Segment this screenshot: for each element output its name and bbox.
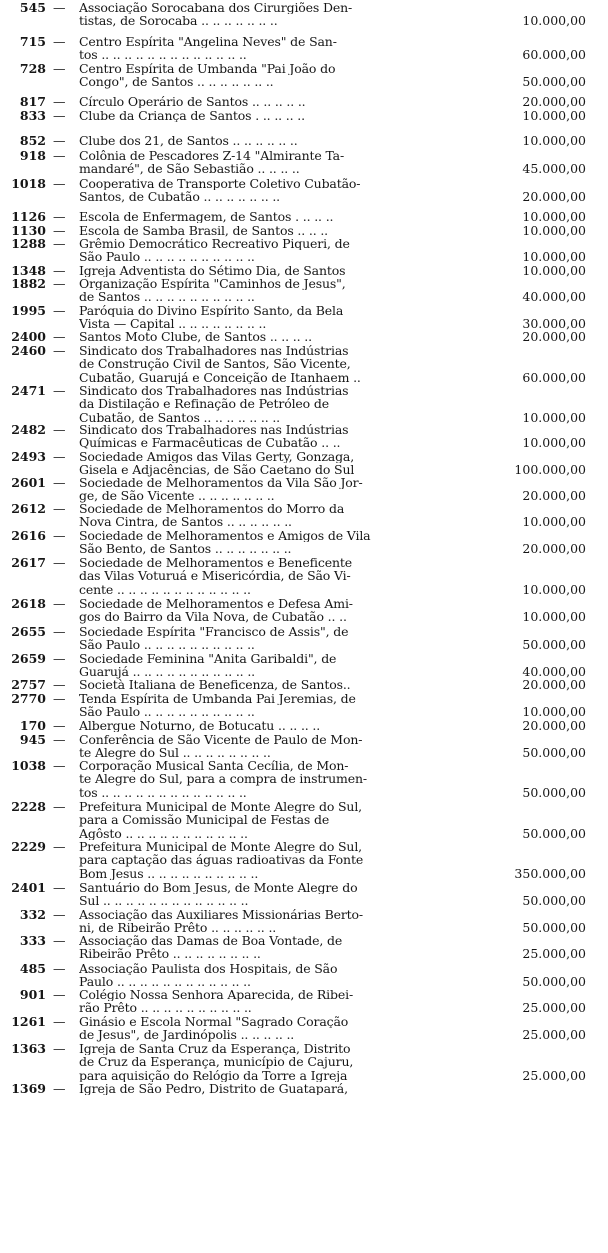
entry-amount: 10.000,00 [522,209,586,224]
description-line: Santos, de Cubatão .. .. .. .. .. .. .. [79,190,281,204]
entry-amount: 20.000,00 [522,541,586,557]
entry-description [79,344,463,384]
description-line: de Santos .. .. .. .. .. .. .. .. .. .. [79,290,255,304]
entry-number: 545 [19,0,46,15]
description-line: Sociedade de Melhoramentos e Beneficente [79,556,353,570]
description-line: Organização Espírita "Caminhos de Jesus", [79,277,346,291]
description-line: te Alegre do Sul, para a compra de instrumen- [79,772,367,786]
entry-amount: 10.000,00 [522,514,586,530]
entry-dash: — [53,624,66,639]
entry-amount: 50.000,00 [522,74,586,90]
entry-amount: 30.000,00 [522,316,586,332]
entry-amount: 60.000,00 [522,47,586,63]
entry-dash: — [53,329,66,344]
entry-dash: — [53,422,66,437]
list-item [0,423,608,452]
description-line: Escola de Samba Brasil, de Santos .. .. .. [79,224,328,238]
entry-amount: 10.000,00 [522,435,586,451]
description-line: São Paulo .. .. .. .. .. .. .. .. .. .. [79,705,255,719]
description-line: Sindicato dos Trabalhadores nas Indústrias [79,384,349,398]
description-line: São Paulo .. .. .. .. .. .. .. .. .. .. [79,250,255,264]
entry-description [79,134,463,147]
entry-number: 2229 [11,839,46,854]
entry-description [79,109,463,122]
entry-amount: 25.000,00 [522,1000,586,1016]
description-line: Congo", de Santos .. .. .. .. .. .. .. [79,75,274,89]
description-line: Prefeitura Municipal de Monte Alegre do Sul, [79,800,362,814]
entry-dash: — [53,907,66,922]
list-item [0,384,608,426]
entry-amount: 10.000,00 [522,108,586,123]
description-line: Escola de Enfermagem, de Santos . .. .. .. [79,210,334,224]
entry-description [79,384,463,424]
entry-description [79,177,463,204]
description-line: Grêmio Democrático Recreativo Piqueri, de [79,237,350,251]
entry-dash: — [53,528,66,543]
entry-dash: — [53,61,66,76]
entry-dash: — [53,94,66,109]
description-line: Associação das Auxiliares Missionárias Berto- [79,908,364,922]
entry-dash: — [53,223,66,238]
entry-amount: 10.000,00 [522,581,586,597]
entry-number: 485 [19,961,46,976]
entry-description [79,962,463,989]
description-line: Sociedade Amigos das Vilas Gerty, Gonzaga, [79,450,355,464]
description-line: para captação das águas radioativas da Fonte [79,853,364,867]
description-line: Cooperativa de Transporte Coletivo Cubatão- [79,177,361,191]
description-line: te Alegre do Sul .. .. .. .. .. .. .. .. [79,746,271,760]
entry-number: 2617 [11,555,46,570]
entry-description [79,1,463,28]
description-line: de Cruz da Esperança, município de Cajuru, [79,1055,354,1069]
description-line: Cubatão, de Santos .. .. .. .. .. .. .. [79,410,281,425]
entry-description [79,224,463,237]
entry-amount: 45.000,00 [522,161,586,177]
description-line: Igreja de Santa Cruz da Esperança, Distrito [79,1042,351,1056]
entry-dash: — [53,799,66,814]
entry-number: 2770 [11,691,46,706]
entry-description [79,733,463,760]
entry-number: 2228 [11,799,46,814]
entry-dash: — [53,236,66,251]
description-line: das Vilas Voturuá e Misericórdia, de São Vi- [79,569,351,583]
entry-description [79,35,463,62]
description-line: Santuário do Bom Jesus, de Monte Alegre do [79,881,358,895]
entry-amount: 50.000,00 [522,893,586,909]
entry-amount: 50.000,00 [522,825,586,841]
entry-description [79,1082,463,1095]
description-line: São Bento, de Santos .. .. .. .. .. .. .. [79,542,292,556]
list-item [0,149,608,178]
entry-number: 1363 [11,1041,46,1056]
entry-number: 2471 [11,383,46,398]
list-item [0,1015,608,1044]
description-line: de Construção Civil de Santos, São Vicente, [79,357,351,371]
description-line: Ribeirão Prêto .. .. .. .. .. .. .. .. [79,947,261,961]
list-item [0,881,608,910]
description-line: Corporação Musical Santa Cecília, de Mon- [79,759,349,773]
entry-amount: 20.000,00 [522,677,586,692]
list-item [0,450,608,479]
description-line: para aquisição do Relógio da Torre a Igreja [79,1068,348,1083]
entry-description [79,277,463,304]
entry-amount: 25.000,00 [522,946,586,962]
entry-number: 728 [19,61,46,76]
entry-description [79,719,463,732]
entry-dash: — [53,555,66,570]
entry-number: 852 [19,133,46,148]
description-line: Agôsto .. .. .. .. .. .. .. .. .. .. .. [79,826,248,841]
entry-number: 901 [19,987,46,1002]
entry-amount: 10.000,00 [522,609,586,625]
entry-dash: — [53,449,66,464]
description-line: Clube da Criança de Santos . .. .. .. .. [79,109,305,123]
entry-number: 2601 [11,475,46,490]
entry-number: 2460 [11,343,46,358]
entry-amount: 60.000,00 [522,369,586,385]
entry-description [79,840,463,880]
list-item [0,304,608,333]
entry-description [79,988,463,1015]
entry-dash: — [53,718,66,733]
description-line: Sociedade de Melhoramentos da Vila São Jor- [79,476,363,490]
entry-number: 1369 [11,1081,46,1096]
description-line: Bom Jesus .. .. .. .. .. .. .. .. .. .. [79,866,259,881]
entry-description [79,556,463,596]
entry-number: 2482 [11,422,46,437]
entry-number: 2401 [11,880,46,895]
entry-number: 2618 [11,596,46,611]
entry-dash: — [53,263,66,278]
entry-amount: 20.000,00 [522,718,586,733]
list-item [0,840,608,882]
entry-dash: — [53,343,66,358]
entry-dash: — [53,501,66,516]
list-item [0,962,608,991]
description-line: Clube dos 21, de Santos .. .. .. .. .. .. [79,134,298,148]
description-line: Paulo .. .. .. .. .. .. .. .. .. .. .. .. [79,975,251,989]
entry-amount: 50.000,00 [522,784,586,800]
description-line: Prefeitura Municipal de Monte Alegre do Sul, [79,840,362,854]
entry-amount: 10.000,00 [522,223,586,238]
entry-dash: — [53,1041,66,1056]
entry-number: 1288 [11,236,46,251]
entry-number: 715 [19,34,46,49]
description-line: para a Comissão Municipal de Festas de [79,813,330,827]
description-line: Associação Paulista dos Hospitais, de São [79,962,338,976]
entry-description [79,304,463,331]
entry-amount: 50.000,00 [522,745,586,761]
entry-description [79,652,463,679]
description-line: cente .. .. .. .. .. .. .. .. .. .. .. .. [79,582,251,597]
entry-dash: — [53,691,66,706]
entry-dash: — [53,108,66,123]
entry-dash: — [53,596,66,611]
entry-dash: — [53,133,66,148]
entry-dash: — [53,209,66,224]
description-line: Associação Sorocabana dos Cirurgiões Den- [79,1,353,15]
entry-dash: — [53,0,66,15]
description-line: Sociedade de Melhoramentos do Morro da [79,502,345,516]
entry-number: 1995 [11,303,46,318]
entry-description [79,330,463,343]
entry-dash: — [53,651,66,666]
entry-description [79,934,463,961]
description-line: Santos Moto Clube, de Santos .. .. .. .. [79,330,312,344]
list-item [0,934,608,963]
description-line: ni, de Ribeirão Prêto .. .. .. .. .. .. [79,921,277,935]
description-line: Associação das Damas de Boa Vontade, de [79,934,343,948]
description-line: Igreja de São Pedro, Distrito de Guatapará, [79,1082,348,1096]
entry-description [79,692,463,719]
list-item [0,908,608,937]
entry-description [79,881,463,908]
entry-amount: 25.000,00 [522,1027,586,1043]
entry-description [79,423,463,450]
entry-number: 945 [19,732,46,747]
entry-dash: — [53,34,66,49]
list-item [0,177,608,206]
list-item [0,759,608,801]
list-item [0,597,608,626]
description-line: da Distilação e Refinação de Petróleo de [79,397,329,411]
description-line: Sociedade de Melhoramentos e Amigos de Vila [79,529,371,543]
entry-dash: — [53,961,66,976]
entry-amount: 50.000,00 [522,920,586,936]
description-line: tos .. .. .. .. .. .. .. .. .. .. .. .. .. [79,48,247,62]
entry-dash: — [53,758,66,773]
entry-number: 1261 [11,1014,46,1029]
entry-description [79,149,463,176]
entry-description [79,800,463,840]
entry-amount: 10.000,00 [522,249,586,265]
entry-amount: 10.000,00 [522,263,586,278]
entry-dash: — [53,839,66,854]
list-item [0,556,608,598]
entry-number: 2616 [11,528,46,543]
description-line: Gisela e Adjacências, de São Caetano do Sul [79,463,355,477]
entry-amount: 20.000,00 [522,329,586,344]
list-item [0,35,608,64]
description-line: mandaré", de São Sebastião .. .. .. .. [79,162,300,176]
entry-number: 2659 [11,651,46,666]
description-line: gos do Bairro da Vila Nova, de Cubatão .. .. [79,610,347,624]
list-item [0,237,608,266]
entry-number: 332 [19,907,46,922]
description-line: Sindicato dos Trabalhadores nas Indústrias [79,423,349,437]
description-line: Cubatão, Guarujá e Conceição de Itanhaem .. [79,370,361,385]
entry-description [79,625,463,652]
description-line: Círculo Operário de Santos .. .. .. .. .. [79,95,306,109]
description-line: Centro Espírita "Angelina Neves" de San- [79,35,337,49]
entry-number: 1126 [11,209,46,224]
entry-description [79,210,463,223]
description-line: Paróquia do Divino Espírito Santo, da Bela [79,304,344,318]
entry-dash: — [53,677,66,692]
list-item [0,988,608,1017]
entry-amount: 50.000,00 [522,637,586,653]
description-line: tos .. .. .. .. .. .. .. .. .. .. .. .. .. [79,785,247,800]
description-line: ge, de São Vicente .. .. .. .. .. .. .. [79,489,275,503]
entry-amount: 20.000,00 [522,94,586,109]
description-line: rão Prêto .. .. .. .. .. .. .. .. .. .. [79,1001,252,1015]
description-line: Società Italiana de Beneficenza, de Santos.. [79,678,351,692]
entry-description [79,597,463,624]
description-line: Sindicato dos Trabalhadores nas Indústrias [79,344,349,358]
entry-dash: — [53,303,66,318]
description-line: Tenda Espírita de Umbanda Pai Jeremias, de [79,692,356,706]
description-line: Sociedade de Melhoramentos e Defesa Ami- [79,597,353,611]
entry-dash: — [53,1081,66,1096]
entry-amount: 100.000,00 [514,462,586,478]
entry-amount: 10.000,00 [522,704,586,720]
entry-number: 817 [19,94,46,109]
list-item [0,344,608,386]
entry-number: 2655 [11,624,46,639]
description-line: Químicas e Farmacêuticas de Cubatão .. .. [79,436,341,450]
entry-number: 2493 [11,449,46,464]
description-line: Colégio Nossa Senhora Aparecida, de Ribei- [79,988,354,1002]
entry-number: 2612 [11,501,46,516]
entry-amount: 40.000,00 [522,664,586,680]
entry-description [79,450,463,477]
entry-description [79,759,463,799]
entry-dash: — [53,148,66,163]
entry-number: 2400 [11,329,46,344]
entry-number: 1348 [11,263,46,278]
list-item [0,109,608,124]
entry-description [79,62,463,89]
entry-dash: — [53,475,66,490]
list-item [0,134,608,149]
entry-number: 1038 [11,758,46,773]
description-line: Vista — Capital .. .. .. .. .. .. .. .. [79,317,267,331]
list-item [0,652,608,681]
description-line: tistas, de Sorocaba .. .. .. .. .. .. .. [79,14,278,28]
description-line: Conferência de São Vicente de Paulo de Mon- [79,733,363,747]
entry-amount: 50.000,00 [522,974,586,990]
entry-dash: — [53,383,66,398]
description-line: Albergue Noturno, de Botucatu .. .. .. .. [79,719,321,733]
description-line: Igreja Adventista do Sétimo Dia, de Santos [79,264,346,278]
list-item [0,529,608,558]
list-item [0,1,608,30]
entry-description [79,264,463,277]
description-line: Nova Cintra, de Santos .. .. .. .. .. .. [79,515,292,529]
description-line: Sul .. .. .. .. .. .. .. .. .. .. .. .. .. [79,894,249,908]
list-item [0,502,608,531]
entry-number: 1882 [11,276,46,291]
list-item [0,277,608,306]
list-item [0,692,608,721]
description-line: Ginásio e Escola Normal "Sagrado Coração [79,1015,349,1029]
entry-amount: 10.000,00 [522,409,586,425]
entry-description [79,476,463,503]
entry-number: 1018 [11,176,46,191]
list-item [0,733,608,762]
entry-description [79,678,463,691]
entry-amount: 10.000,00 [522,133,586,148]
entry-description [79,908,463,935]
list-item [0,625,608,654]
entry-dash: — [53,933,66,948]
entry-number: 333 [19,933,46,948]
description-line: Colônia de Pescadores Z-14 "Almirante Ta- [79,149,345,163]
entry-description [79,237,463,264]
entry-number: 170 [19,718,46,733]
entry-dash: — [53,987,66,1002]
description-line: Centro Espírita de Umbanda "Pai João do [79,62,336,76]
description-line: de Jesus", de Jardinópolis .. .. .. .. .. [79,1028,295,1042]
entry-amount: 40.000,00 [522,289,586,305]
entry-number: 1130 [11,223,46,238]
entry-dash: — [53,732,66,747]
entry-amount: 25.000,00 [522,1067,586,1083]
list-item [0,800,608,842]
entry-amount: 20.000,00 [522,488,586,504]
entry-description [79,529,463,556]
entry-amount: 350.000,00 [514,865,586,881]
description-line: Guarujá .. .. .. .. .. .. .. .. .. .. .. [79,665,255,679]
entry-dash: — [53,276,66,291]
entry-dash: — [53,880,66,895]
description-line: Sociedade Feminina "Anita Garibaldi", de [79,652,337,666]
entry-dash: — [53,176,66,191]
list-item [0,476,608,505]
entry-description [79,1015,463,1042]
entry-amount: 20.000,00 [522,189,586,205]
entry-description [79,1042,463,1082]
list-item [0,62,608,91]
entry-number: 918 [19,148,46,163]
description-line: São Paulo .. .. .. .. .. .. .. .. .. .. [79,638,255,652]
list-item [0,1042,608,1084]
entry-description [79,502,463,529]
entry-dash: — [53,1014,66,1029]
entry-description [79,95,463,108]
entry-number: 833 [19,108,46,123]
description-line: Sociedade Espírita "Francisco de Assis", de [79,625,349,639]
entry-number: 2757 [11,677,46,692]
entry-amount: 10.000,00 [522,13,586,29]
list-item [0,1082,608,1097]
